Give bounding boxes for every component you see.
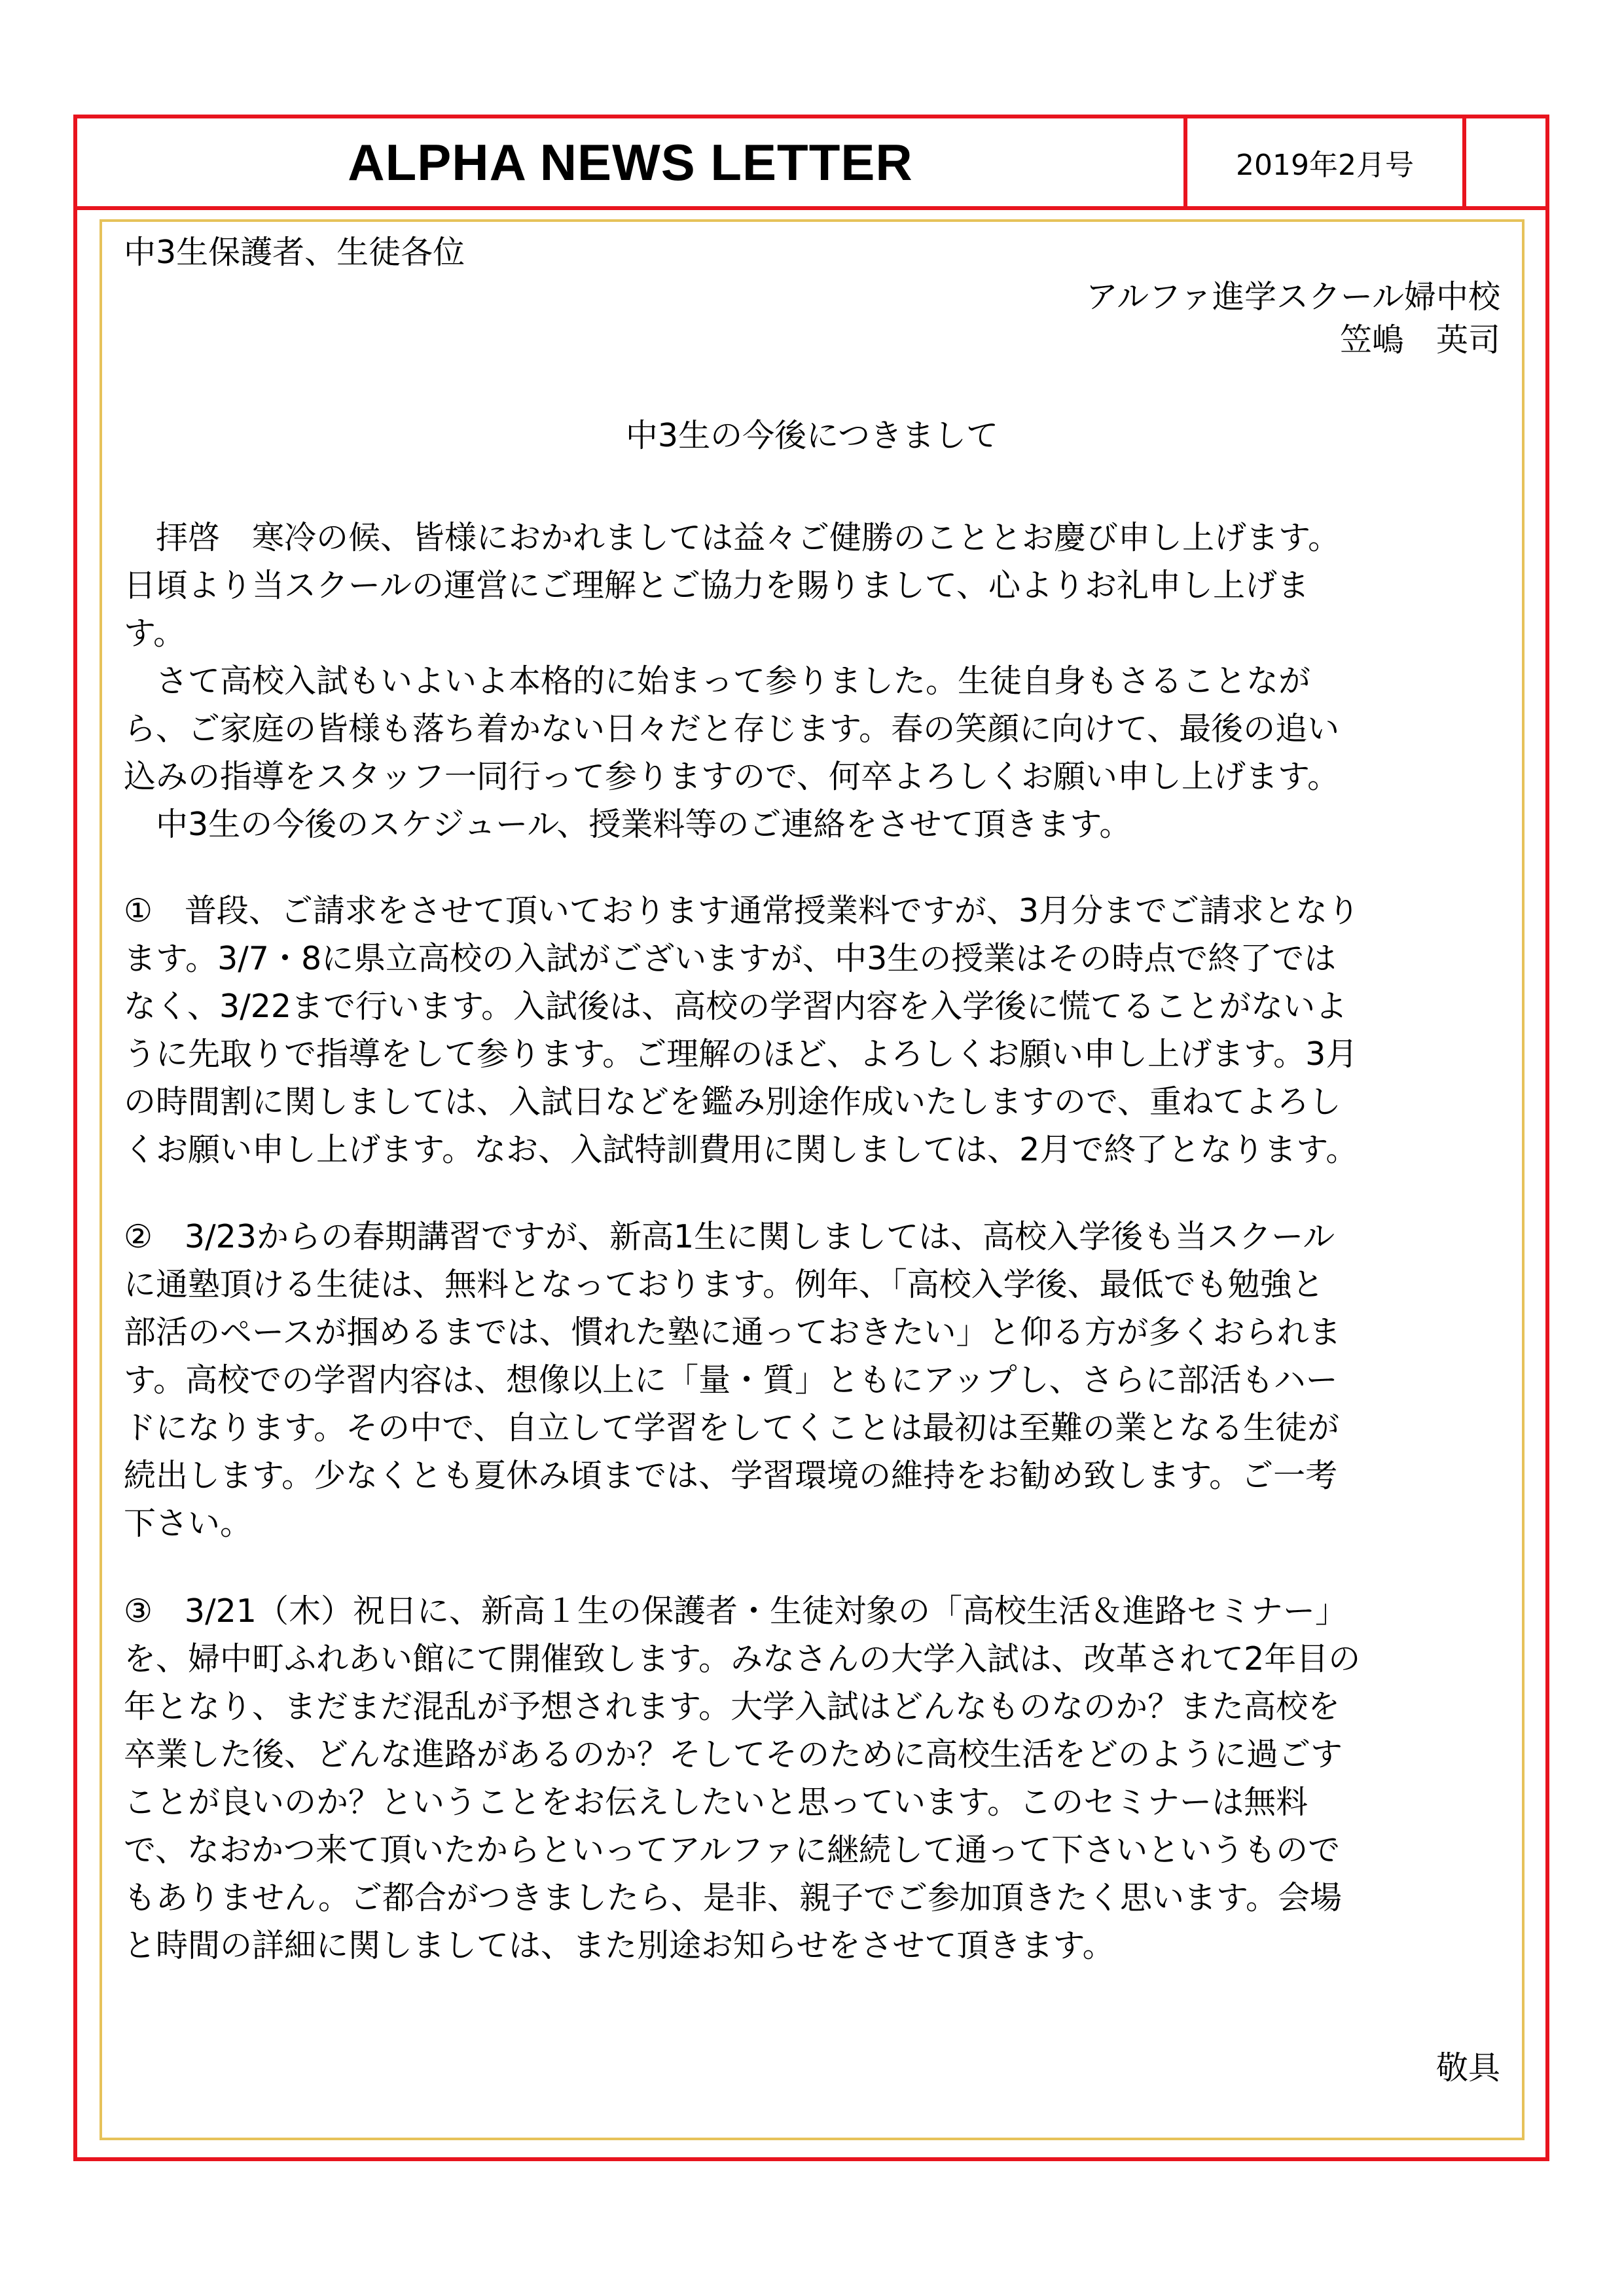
text-line: の時間割に関しましては、入試日などを鑑み別途作成いたしますので、重ねてよろし bbox=[124, 1083, 1341, 1121]
text-line: もありません。ご都合がつきましたら、是非、親子でご参加頂きたく思います。会場 bbox=[124, 1879, 1343, 1916]
sender-name: 笠嶋 英司 bbox=[1339, 321, 1500, 359]
intro-paragraph bbox=[124, 514, 1500, 848]
text-line: ら、ご家庭の皆様も落ち着かない日々だと存じます。春の笑顔に向けて、最後の追い bbox=[124, 710, 1340, 747]
text-line: ドになります。その中で、自立して学習をしてくことは最初は至難の業となる生徒が bbox=[124, 1409, 1340, 1446]
sender-school: アルファ進学スクール婦中校 bbox=[1085, 278, 1500, 315]
text-line: 年となり、まだまだ混乱が予想されます。大学入試はどんなものなのか？また高校を bbox=[124, 1688, 1341, 1725]
text-line: と時間の詳細に関しましては、また別途お知らせをさせて頂きます。 bbox=[124, 1927, 1115, 1964]
text-line: に通塾頂ける生徒は、無料となっております。例年、「高校入学後、最低でも勉強と bbox=[124, 1266, 1324, 1303]
item-3-paragraph bbox=[124, 1587, 1500, 1969]
text-line: 込みの指導をスタッフ一同行って参りますので、何卒よろしくお願い申し上げます。 bbox=[124, 758, 1340, 795]
text-line: ③ 3/21（木）祝日に、新高１生の保護者・生徒対象の「高校生活＆進路セミナー」 bbox=[124, 1592, 1347, 1630]
text-line: うに先取りで指導をして参ります。ご理解のほど、よろしくお願い申し上げます。3月 bbox=[124, 1035, 1358, 1073]
text-line: なく、3/22まで行います。入試後は、高校の学習内容を入学後に慌てることがないよ bbox=[124, 988, 1348, 1025]
text-line: 中3生の今後のスケジュール、授業料等のご連絡をさせて頂きます。 bbox=[124, 806, 1132, 843]
text-line: で、なおかつ来て頂いたからといってアルファに継続して通って下さいというもので bbox=[124, 1831, 1341, 1869]
item-1-paragraph bbox=[124, 887, 1500, 1174]
letter-body-frame bbox=[99, 219, 1525, 2140]
text-line: ことが良いのか？ということをお伝えしたいと思っています。このセミナーは無料 bbox=[124, 1784, 1308, 1821]
text-line: ② 3/23からの春期講習ですが、新高1生に関しましては、高校入学後も当スクール bbox=[124, 1218, 1335, 1255]
issue-date: 2019年2月号 bbox=[1183, 118, 1466, 206]
text-line: 続出します。少なくとも夏休み頃までは、学習環境の維持をお勧め致します。ご一考 bbox=[124, 1457, 1338, 1494]
text-line: 日頃より当スクールの運営にご理解とご協力を賜りまして、心よりお礼申し上げま bbox=[124, 567, 1310, 604]
text-line: さて高校入試もいよいよ本格的に始まって参りました。生徒自身もさることなが bbox=[124, 662, 1311, 700]
text-line: す。 bbox=[124, 615, 186, 652]
text-line: 部活のペースが掴めるまでは、慣れた塾に通っておきたい」と仰る方が多くおられま bbox=[124, 1314, 1341, 1351]
text-line: 卒業した後、どんな進路があるのか？そしてそのために高校生活をどのように過ごす bbox=[124, 1736, 1343, 1773]
newsletter-title: ALPHA NEWS LETTER bbox=[348, 133, 913, 191]
text-line: ① 普段、ご請求をさせて頂いております通常授業料ですが、3月分までご請求となり bbox=[124, 892, 1360, 929]
newsletter-frame bbox=[73, 115, 1549, 2161]
addressee: 中3生保護者、生徒各位 bbox=[124, 234, 465, 271]
text-line: 下さい。 bbox=[124, 1505, 253, 1542]
text-line: す。高校での学習内容は、想像以上に「量・質」ともにアップし、さらに部活もハー bbox=[124, 1361, 1338, 1399]
letter-content bbox=[102, 222, 1522, 2138]
text-line: 拝啓 寒冷の候、皆様におかれましては益々ご健勝のこととお慶び申し上げます。 bbox=[124, 519, 1341, 556]
text-line: くお願い申し上げます。なお、入試特訓費用に関しましては、2月で終了となります。 bbox=[124, 1131, 1358, 1168]
text-line: ます。3/7・8に県立高校の入試がございますが、中3生の授業はその時点で終了では bbox=[124, 940, 1337, 977]
text-line: を、婦中町ふれあい館にて開催致します。みなさんの大学入試は、改革されて2年目の bbox=[124, 1640, 1361, 1677]
closing: 敬具 bbox=[1435, 2049, 1500, 2087]
item-2-paragraph bbox=[124, 1213, 1500, 1547]
newsletter-header bbox=[77, 118, 1545, 210]
letter-subject: 中3生の今後につきまして bbox=[625, 417, 999, 454]
